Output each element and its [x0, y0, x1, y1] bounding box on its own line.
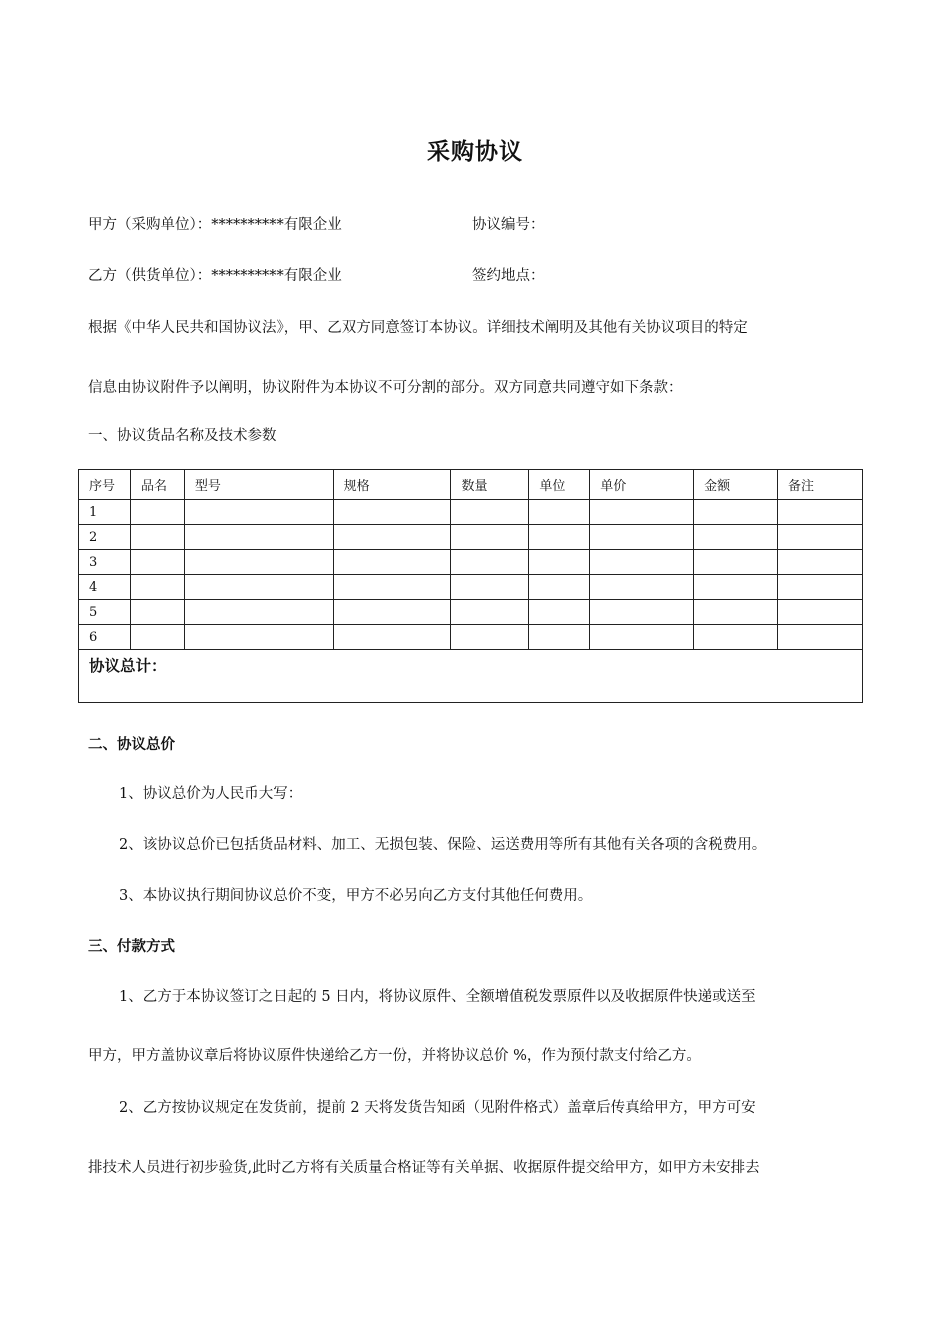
- table-row: [79, 575, 863, 600]
- cell[interactable]: [529, 550, 590, 575]
- header-unit-price: 单价: [590, 470, 694, 500]
- cell[interactable]: [451, 575, 529, 600]
- cell[interactable]: [451, 550, 529, 575]
- cell[interactable]: [529, 525, 590, 550]
- cell[interactable]: [333, 550, 451, 575]
- cell[interactable]: [451, 625, 529, 650]
- section-2-item-2: 2、该协议总价已包括货品材料、加工、无损包装、保险、运送费用等所有其他有关各项的含税费用。: [119, 837, 767, 853]
- section-2-item-1: 1、协议总价为人民币大写：: [119, 786, 303, 802]
- cell[interactable]: [590, 500, 694, 525]
- cell[interactable]: [333, 600, 451, 625]
- section-3-item-2-line-2: 排技术人员进行初步验货,此时乙方将有关质量合格证等有关单据、收据原件提交给甲方，如甲方未安排去: [88, 1160, 760, 1176]
- row-index: 1: [79, 500, 131, 525]
- section-2-heading: 二、协议总价: [88, 737, 175, 753]
- row-index: 5: [79, 600, 131, 625]
- cell[interactable]: [333, 575, 451, 600]
- header-index: 序号: [79, 470, 131, 500]
- cell[interactable]: [184, 575, 333, 600]
- cell[interactable]: [529, 625, 590, 650]
- cell[interactable]: [451, 525, 529, 550]
- party-b: 乙方（供货单位）：**********有限企业: [88, 268, 342, 284]
- cell[interactable]: [694, 500, 778, 525]
- cell[interactable]: [451, 500, 529, 525]
- table-row: [79, 550, 863, 575]
- contract-number-label: 协议编号：: [472, 217, 545, 233]
- header-specification: 规格: [333, 470, 451, 500]
- cell[interactable]: [590, 625, 694, 650]
- cell[interactable]: [451, 600, 529, 625]
- cell[interactable]: [590, 550, 694, 575]
- table-row: [79, 525, 863, 550]
- cell[interactable]: [529, 575, 590, 600]
- sign-place-label: 签约地点：: [472, 268, 545, 284]
- section-2-item-3: 3、本协议执行期间协议总价不变，甲方不必另向乙方支付其他任何费用。: [119, 888, 593, 904]
- table-header-row: [79, 470, 863, 500]
- cell[interactable]: [333, 525, 451, 550]
- header-amount: 金额: [694, 470, 778, 500]
- cell[interactable]: [333, 500, 451, 525]
- cell[interactable]: [184, 625, 333, 650]
- header-quantity: 数量: [451, 470, 529, 500]
- cell[interactable]: [130, 500, 184, 525]
- cell[interactable]: [130, 625, 184, 650]
- goods-table: [78, 469, 863, 703]
- cell[interactable]: [184, 500, 333, 525]
- row-index: 6: [79, 625, 131, 650]
- cell[interactable]: [333, 625, 451, 650]
- cell[interactable]: [778, 550, 863, 575]
- header-product-name: 品名: [130, 470, 184, 500]
- intro-paragraph-line-2: 信息由协议附件予以阐明，协议附件为本协议不可分割的部分。双方同意共同遵守如下条款：: [88, 380, 683, 396]
- cell[interactable]: [778, 500, 863, 525]
- table-row: [79, 625, 863, 650]
- cell[interactable]: [694, 525, 778, 550]
- cell[interactable]: [694, 550, 778, 575]
- cell[interactable]: [778, 525, 863, 550]
- party-a: 甲方（采购单位）：**********有限企业: [88, 217, 342, 233]
- row-index: 4: [79, 575, 131, 600]
- section-3-heading: 三、付款方式: [88, 939, 175, 955]
- cell[interactable]: [590, 525, 694, 550]
- row-index: 2: [79, 525, 131, 550]
- header-unit: 单位: [529, 470, 590, 500]
- cell[interactable]: [778, 625, 863, 650]
- cell[interactable]: [778, 575, 863, 600]
- cell[interactable]: [184, 550, 333, 575]
- table-row: [79, 600, 863, 625]
- table-row: [79, 500, 863, 525]
- cell[interactable]: [694, 575, 778, 600]
- cell[interactable]: [130, 550, 184, 575]
- cell[interactable]: [694, 625, 778, 650]
- cell[interactable]: [130, 575, 184, 600]
- cell[interactable]: [184, 600, 333, 625]
- cell[interactable]: [590, 575, 694, 600]
- intro-paragraph-line-1: 根据《中华人民共和国协议法》，甲、乙双方同意签订本协议。详细技术阐明及其他有关协议项目的特定: [88, 320, 748, 336]
- section-3-item-1-line-1: 1、乙方于本协议签订之日起的 5 日内，将协议原件、全额增值税发票原件以及收据原件快递或送至: [119, 989, 756, 1005]
- section-1-heading: 一、协议货品名称及技术参数: [88, 428, 277, 444]
- cell[interactable]: [184, 525, 333, 550]
- table-total-row: [79, 650, 863, 703]
- cell[interactable]: [694, 600, 778, 625]
- section-3-item-1-line-2: 甲方，甲方盖协议章后将协议原件快递给乙方一份，并将协议总价 %，作为预付款支付给乙方。: [88, 1048, 701, 1064]
- cell[interactable]: [778, 600, 863, 625]
- section-3-item-2-line-1: 2、乙方按协议规定在发货前，提前 2 天将发货告知函（见附件格式）盖章后传真给甲方，甲方可安: [119, 1100, 756, 1116]
- page-title: 采购协议: [427, 139, 523, 165]
- header-remarks: 备注: [778, 470, 863, 500]
- cell[interactable]: [130, 525, 184, 550]
- cell[interactable]: [529, 600, 590, 625]
- cell[interactable]: [529, 500, 590, 525]
- cell[interactable]: [590, 600, 694, 625]
- row-index: 3: [79, 550, 131, 575]
- header-model: 型号: [184, 470, 333, 500]
- contract-total-label: 协议总计：: [79, 650, 863, 703]
- cell[interactable]: [130, 600, 184, 625]
